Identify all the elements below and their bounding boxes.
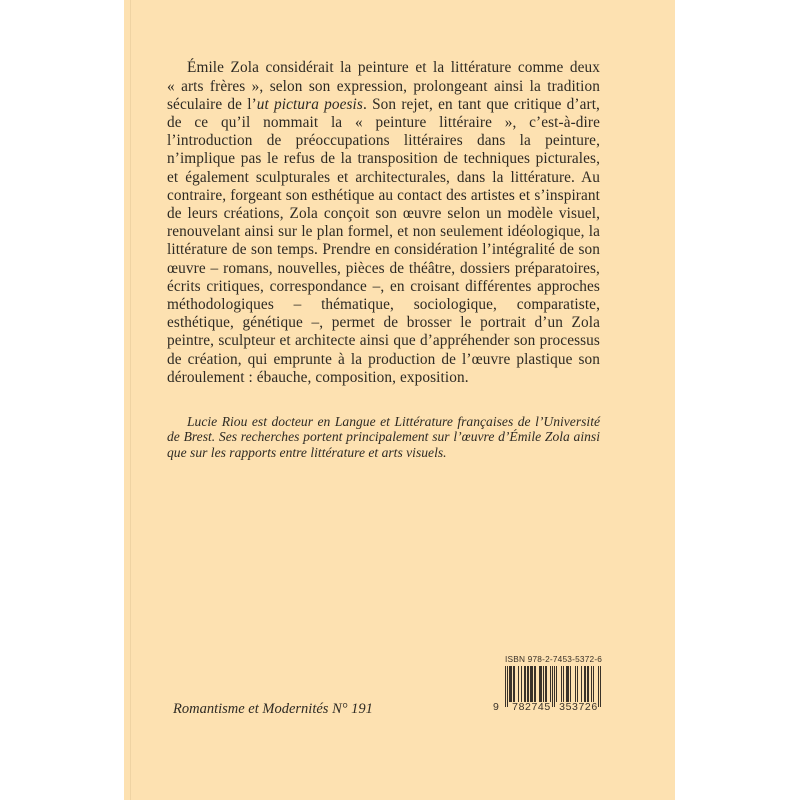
cover-edge-crease bbox=[130, 0, 131, 800]
synopsis-rest-text: . Son rejet, en tant que critique d’art, de ce qu’il nommait la « peinture littéraire », c’est-à-dire l’introduction de préoccupations littéraires dans la peinture, n’implique pas le refus de la transposition de techniques picturales, et également sculpturales et architecturales, dans la littérature. Au contraire, forgeant son esthétique au contact des artistes et s’inspirant de leurs créations, Zola conçoit son œuvre selon un modèle visuel, renouvelant ainsi sur le plan formel, et non seulement idéologique, la littérature de son temps. Prendre en considération l’intégralité de son œuvre – romans, nouvelles, pièces de théâtre, dossiers préparatoires, écrits critiques, correspondance –, en croisant différentes approches méthodologiques – thématique, sociologique, comparatiste, esthétique, génétique –, permet de brosser le portrait d’un Zola peintre, sculpteur et architecte ainsi que d’appréhender son processus de création, qui emprunte à la production de l’œuvre plastique son déroulement : ébauche, composition, exposition. bbox=[167, 95, 600, 386]
synopsis-lead-text: Émile Zola considérait la peinture et la littérature comme deux « arts frères », selon son expression, prolongeant ainsi la tradition séculaire de l’ bbox=[167, 59, 600, 113]
barcode bbox=[492, 654, 604, 720]
barcode-digit-lead: 9 bbox=[493, 701, 500, 713]
synopsis-italic-phrase: ut pictura poesis bbox=[256, 95, 363, 113]
barcode-digits-left: 782745 bbox=[512, 701, 551, 713]
synopsis-paragraph bbox=[167, 59, 600, 387]
series-label: Romantisme et Modernités N° 191 bbox=[173, 701, 373, 717]
book-back-cover bbox=[124, 0, 675, 800]
barcode-digits-right: 353726 bbox=[559, 701, 598, 713]
author-bio: Lucie Riou est docteur en Langue et Littérature françaises de l’Université de Brest. Ses recherches portent principalement sur l’œuvre d’Émile Zola ainsi que sur les rapports entre littérature et arts visuels. bbox=[167, 413, 600, 461]
isbn-label: ISBN 978-2-7453-5372-6 bbox=[505, 654, 603, 664]
